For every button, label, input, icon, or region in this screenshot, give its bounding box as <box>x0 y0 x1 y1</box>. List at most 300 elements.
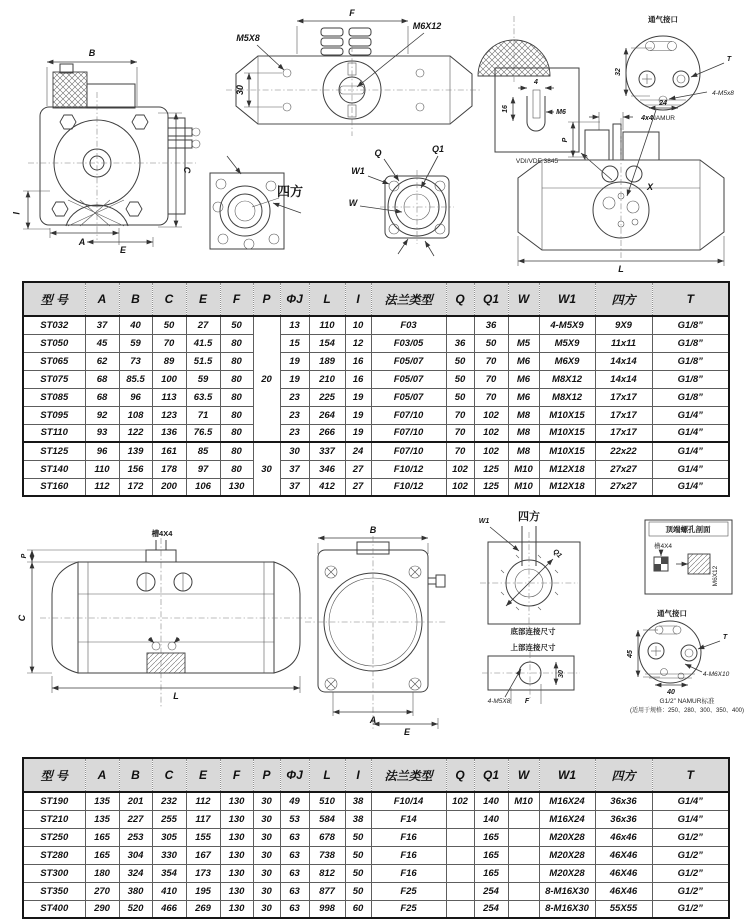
data-cell <box>446 316 474 334</box>
column-header: L <box>309 282 345 316</box>
data-cell: 167 <box>186 846 220 864</box>
namur-caption: NAMUR <box>651 115 675 122</box>
data-cell: 102 <box>474 406 508 424</box>
data-cell: G1/2” <box>652 900 729 918</box>
data-cell: 337 <box>309 442 345 460</box>
data-cell: 102 <box>446 460 474 478</box>
data-cell: 17x17 <box>595 388 652 406</box>
data-cell: 125 <box>474 478 508 496</box>
column-header: P <box>253 282 280 316</box>
data-cell: 23 <box>280 424 309 442</box>
data-cell: 130 <box>220 864 253 882</box>
spec-table-small-models <box>22 281 730 497</box>
data-cell: 80 <box>220 352 253 370</box>
data-cell: 140 <box>474 810 508 828</box>
data-cell: 19 <box>280 370 309 388</box>
table-row <box>23 882 729 900</box>
section-title: 顶端螺孔剖面 <box>665 525 711 534</box>
column-header: A <box>85 282 119 316</box>
column-header: A <box>85 758 119 792</box>
data-cell: 255 <box>152 810 186 828</box>
thread-label-m6x12: M6X12 <box>712 565 719 587</box>
data-cell: 165 <box>474 846 508 864</box>
dim-label-p: P <box>21 553 28 559</box>
data-cell: 96 <box>119 388 152 406</box>
data-cell: 123 <box>152 406 186 424</box>
namur-cluster <box>478 14 734 274</box>
vdi-thread-m6: M6 <box>556 109 566 116</box>
data-cell: 112 <box>85 478 119 496</box>
data-cell: M20X28 <box>539 846 595 864</box>
vdi-dim-4: 4 <box>534 79 538 86</box>
large-side-view <box>17 528 312 707</box>
model-cell: ST125 <box>23 442 85 460</box>
data-cell: 46X46 <box>595 846 652 864</box>
dim-label-c: C <box>17 614 27 622</box>
data-cell: 70 <box>446 442 474 460</box>
table-row <box>23 370 729 388</box>
data-cell: 102 <box>474 424 508 442</box>
model-cell: ST065 <box>23 352 85 370</box>
vdi-standard-caption: VDI/VDE 3845 <box>515 158 559 165</box>
data-cell: F07/10 <box>371 406 446 424</box>
data-cell: G1/8” <box>652 316 729 334</box>
data-cell: M6 <box>508 370 539 388</box>
data-cell: 130 <box>220 810 253 828</box>
column-header: T <box>652 758 729 792</box>
data-cell: 41.5 <box>186 334 220 352</box>
data-cell: F05/07 <box>371 370 446 388</box>
data-cell: 30 <box>253 900 280 918</box>
data-cell: 8-M16X30 <box>539 900 595 918</box>
column-header: C <box>152 758 186 792</box>
data-cell: 62 <box>85 352 119 370</box>
data-cell: G1/4” <box>652 406 729 424</box>
data-cell: 16 <box>345 370 371 388</box>
data-cell: 55X55 <box>595 900 652 918</box>
data-cell: 40 <box>119 316 152 334</box>
data-cell: 70 <box>152 334 186 352</box>
table-row <box>23 442 729 460</box>
dim-label-30: 30 <box>558 670 565 678</box>
data-cell: 50 <box>446 388 474 406</box>
dim-label-e: E <box>403 727 411 737</box>
data-cell <box>508 846 539 864</box>
data-cell: M10 <box>508 460 539 478</box>
dim-label-40: 40 <box>667 689 675 696</box>
column-header: L <box>309 758 345 792</box>
data-cell: 63 <box>280 864 309 882</box>
data-cell: M20X28 <box>539 828 595 846</box>
data-cell: 812 <box>309 864 345 882</box>
dim-label-l: L <box>618 264 624 274</box>
data-cell: M8X12 <box>539 370 595 388</box>
dim-label-w1: W1 <box>478 518 490 525</box>
data-cell: 63 <box>280 900 309 918</box>
data-cell: 70 <box>446 424 474 442</box>
data-cell: 346 <box>309 460 345 478</box>
connection-views <box>479 509 580 705</box>
data-cell: M12X18 <box>539 460 595 478</box>
data-cell: 4-M5X9 <box>539 316 595 334</box>
data-cell: G1/2” <box>652 882 729 900</box>
data-cell: 23 <box>280 388 309 406</box>
data-cell: 63 <box>280 882 309 900</box>
data-cell: F10/12 <box>371 460 446 478</box>
data-cell: 201 <box>119 792 152 810</box>
header-row <box>23 282 729 316</box>
dim-label-b: B <box>369 525 377 535</box>
data-cell: 92 <box>85 406 119 424</box>
column-header: 法兰类型 <box>371 282 446 316</box>
data-cell: 254 <box>474 900 508 918</box>
dim-label-q1: Q1 <box>431 144 445 154</box>
top-connection-caption: 上部连接尺寸 <box>510 643 556 652</box>
bolt-label-4-m6x10: 4-M6X10 <box>702 671 730 678</box>
column-header: W1 <box>539 758 595 792</box>
column-header: P <box>253 758 280 792</box>
data-cell: 30 <box>253 828 280 846</box>
column-header: I <box>345 282 371 316</box>
column-header: Q1 <box>474 758 508 792</box>
column-header: B <box>119 282 152 316</box>
data-cell: F10/12 <box>371 478 446 496</box>
data-cell <box>446 864 474 882</box>
data-cell: 80 <box>220 370 253 388</box>
data-cell: 80 <box>220 424 253 442</box>
data-cell: 50 <box>446 352 474 370</box>
data-cell: 130 <box>220 478 253 496</box>
data-cell: 180 <box>85 864 119 882</box>
data-cell: 38 <box>345 792 371 810</box>
dim-label-a: A <box>369 715 377 725</box>
data-cell: 155 <box>186 828 220 846</box>
data-cell: M10X15 <box>539 406 595 424</box>
data-cell <box>446 828 474 846</box>
data-cell: 584 <box>309 810 345 828</box>
data-cell: 46X46 <box>595 864 652 882</box>
data-cell <box>446 882 474 900</box>
data-cell: 17x17 <box>595 424 652 442</box>
data-cell: G1/4” <box>652 792 729 810</box>
model-cell: ST032 <box>23 316 85 334</box>
column-header: 四方 <box>595 758 652 792</box>
dim-label-30: 30 <box>235 84 245 96</box>
table-row <box>23 900 729 918</box>
data-cell: 73 <box>119 352 152 370</box>
data-cell: 30 <box>253 792 280 810</box>
data-cell: G1/8” <box>652 352 729 370</box>
data-cell: G1/2” <box>652 828 729 846</box>
data-cell: 330 <box>152 846 186 864</box>
data-cell: 85 <box>186 442 220 460</box>
namur-bolts-label: 4-M5x8 <box>712 90 734 97</box>
data-cell: 254 <box>474 882 508 900</box>
data-cell: 22x22 <box>595 442 652 460</box>
column-header: E <box>186 282 220 316</box>
model-cell: ST160 <box>23 478 85 496</box>
large-air-port <box>627 608 744 714</box>
thread-label-m5x8: M5X8 <box>236 33 260 43</box>
data-cell: 165 <box>85 846 119 864</box>
bottom-connection-caption: 底部连接尺寸 <box>510 627 556 636</box>
data-cell: 30 <box>253 882 280 900</box>
column-header: ΦJ <box>280 282 309 316</box>
square-drive-label: 四方 <box>518 511 540 523</box>
spec-table-large-models <box>22 757 730 919</box>
data-cell: M12X18 <box>539 478 595 496</box>
data-cell: G1/8” <box>652 388 729 406</box>
data-cell: 97 <box>186 460 220 478</box>
data-cell <box>508 864 539 882</box>
dim-label-e: E <box>119 245 127 255</box>
data-cell: 70 <box>474 388 508 406</box>
data-cell: 12 <box>345 334 371 352</box>
data-cell: 19 <box>345 388 371 406</box>
data-cell: 135 <box>85 810 119 828</box>
data-cell: M16X24 <box>539 810 595 828</box>
data-cell: 998 <box>309 900 345 918</box>
data-cell: M8 <box>508 442 539 460</box>
data-cell: 102 <box>474 442 508 460</box>
data-cell: 354 <box>152 864 186 882</box>
data-cell: 678 <box>309 828 345 846</box>
data-cell: 380 <box>119 882 152 900</box>
column-header: 型 号 <box>23 758 85 792</box>
data-cell: 37 <box>280 460 309 478</box>
square-drive-plate-view <box>210 156 303 249</box>
top-screw-hole-section <box>645 520 732 594</box>
keyway-label-4x4: 4x4 <box>641 115 653 122</box>
data-cell: 130 <box>220 846 253 864</box>
data-cell: 36 <box>474 316 508 334</box>
data-cell: 50 <box>345 864 371 882</box>
data-cell: 30 <box>253 810 280 828</box>
middle-drawings <box>0 502 750 752</box>
data-cell: 113 <box>152 388 186 406</box>
model-cell: ST250 <box>23 828 85 846</box>
data-cell: F16 <box>371 864 446 882</box>
data-cell: G1/8” <box>652 370 729 388</box>
data-cell: 173 <box>186 864 220 882</box>
table-row <box>23 388 729 406</box>
column-header: 法兰类型 <box>371 758 446 792</box>
model-cell: ST280 <box>23 846 85 864</box>
large-front-view <box>305 525 446 737</box>
table2-body <box>23 792 729 918</box>
data-cell: F16 <box>371 846 446 864</box>
data-cell: 46x46 <box>595 828 652 846</box>
data-cell: 15 <box>280 334 309 352</box>
air-port-title: 通气接口 <box>648 15 678 24</box>
column-header: 四方 <box>595 282 652 316</box>
data-cell: M6X9 <box>539 352 595 370</box>
model-cell: ST300 <box>23 864 85 882</box>
data-cell: G1/4” <box>652 460 729 478</box>
dim-label-i: I <box>11 211 21 215</box>
table-row <box>23 478 729 496</box>
data-cell: 50 <box>152 316 186 334</box>
data-cell: 130 <box>220 792 253 810</box>
data-cell: 102 <box>446 792 474 810</box>
data-cell: 85.5 <box>119 370 152 388</box>
table-row <box>23 352 729 370</box>
data-cell <box>508 882 539 900</box>
shaft-flange-view <box>349 144 454 256</box>
data-cell: 30 <box>253 442 280 496</box>
data-cell: 50 <box>220 316 253 334</box>
data-cell: 117 <box>186 810 220 828</box>
data-cell: 68 <box>85 370 119 388</box>
data-cell: 71 <box>186 406 220 424</box>
data-cell: 23 <box>280 406 309 424</box>
data-cell: 112 <box>186 792 220 810</box>
model-cell: ST050 <box>23 334 85 352</box>
data-cell: 59 <box>186 370 220 388</box>
data-cell: 412 <box>309 478 345 496</box>
data-cell: 19 <box>345 406 371 424</box>
data-cell: 11x11 <box>595 334 652 352</box>
data-cell <box>508 828 539 846</box>
column-header: 型 号 <box>23 282 85 316</box>
data-cell: 50 <box>446 370 474 388</box>
data-cell: 27x27 <box>595 478 652 496</box>
data-cell: M6 <box>508 388 539 406</box>
data-cell: G1/4” <box>652 442 729 460</box>
data-cell: 8-M16X30 <box>539 882 595 900</box>
data-cell: F07/10 <box>371 442 446 460</box>
data-cell: 19 <box>280 352 309 370</box>
data-cell: 27 <box>345 460 371 478</box>
data-cell: 80 <box>220 406 253 424</box>
column-header: Q1 <box>474 282 508 316</box>
data-cell: 36x36 <box>595 792 652 810</box>
column-header: W1 <box>539 282 595 316</box>
namur-note-line2: (适用于规格：250、280、300、350、400) <box>629 708 745 714</box>
data-cell: 165 <box>474 864 508 882</box>
data-cell: 156 <box>119 460 152 478</box>
data-cell: M8 <box>508 424 539 442</box>
data-cell: 36 <box>446 334 474 352</box>
table-row <box>23 846 729 864</box>
column-header: W <box>508 758 539 792</box>
data-cell: 93 <box>85 424 119 442</box>
column-header: ΦJ <box>280 758 309 792</box>
data-cell: 270 <box>85 882 119 900</box>
column-header: T <box>652 282 729 316</box>
model-cell: ST400 <box>23 900 85 918</box>
data-cell: 89 <box>152 352 186 370</box>
table-row <box>23 828 729 846</box>
dim-label-c: C <box>182 166 192 174</box>
keyway-label: 槽4X4 <box>151 529 173 538</box>
data-cell: 53 <box>280 810 309 828</box>
data-cell: 76.5 <box>186 424 220 442</box>
data-cell: M10X15 <box>539 424 595 442</box>
column-header: C <box>152 282 186 316</box>
data-cell: M6 <box>508 352 539 370</box>
data-cell: 46X46 <box>595 882 652 900</box>
model-cell: ST075 <box>23 370 85 388</box>
data-cell <box>446 900 474 918</box>
data-cell: M16X24 <box>539 792 595 810</box>
data-cell: 110 <box>85 460 119 478</box>
data-cell: 80 <box>220 442 253 460</box>
data-cell: M10 <box>508 478 539 496</box>
data-cell: G1/4” <box>652 478 729 496</box>
data-cell: 10 <box>345 316 371 334</box>
dim-label-f: F <box>349 8 355 18</box>
column-header: F <box>220 282 253 316</box>
data-cell: 59 <box>119 334 152 352</box>
data-cell: 102 <box>446 478 474 496</box>
data-cell: F07/10 <box>371 424 446 442</box>
data-cell: 70 <box>446 406 474 424</box>
header-row <box>23 758 729 792</box>
dim-label-f: F <box>524 698 530 705</box>
data-cell: M5X9 <box>539 334 595 352</box>
air-port-title: 通气接口 <box>657 609 687 618</box>
keyway-label: 槽4X4 <box>653 543 673 550</box>
data-cell: 290 <box>85 900 119 918</box>
dim-label-w: W <box>348 198 358 208</box>
data-cell: G1/2” <box>652 864 729 882</box>
data-cell: 410 <box>152 882 186 900</box>
data-cell: 125 <box>474 460 508 478</box>
table-row <box>23 316 729 334</box>
port-label-x: X <box>646 182 654 192</box>
data-cell: 738 <box>309 846 345 864</box>
dim-label-w1: W1 <box>351 166 365 176</box>
data-cell: 130 <box>220 882 253 900</box>
data-cell: 161 <box>152 442 186 460</box>
column-header: B <box>119 758 152 792</box>
data-cell: 200 <box>152 478 186 496</box>
data-cell: 165 <box>474 828 508 846</box>
model-cell: ST190 <box>23 792 85 810</box>
data-cell: 51.5 <box>186 352 220 370</box>
data-cell: 19 <box>345 424 371 442</box>
data-cell: 100 <box>152 370 186 388</box>
data-cell <box>508 810 539 828</box>
data-cell: 80 <box>220 334 253 352</box>
actuator-top-view <box>226 8 482 136</box>
data-cell: 30 <box>280 442 309 460</box>
data-cell: 178 <box>152 460 186 478</box>
table-row <box>23 460 729 478</box>
data-cell: 30 <box>253 846 280 864</box>
data-cell: 70 <box>474 370 508 388</box>
data-cell: 122 <box>119 424 152 442</box>
data-cell: 80 <box>220 460 253 478</box>
data-cell: F03 <box>371 316 446 334</box>
data-cell: 110 <box>309 316 345 334</box>
top-drawings <box>0 0 750 275</box>
data-cell: 520 <box>119 900 152 918</box>
column-header: E <box>186 758 220 792</box>
thread-label-m6x12: M6X12 <box>412 21 442 31</box>
data-cell: G1/2” <box>652 846 729 864</box>
data-cell <box>446 810 474 828</box>
model-cell: ST140 <box>23 460 85 478</box>
data-cell: 60 <box>345 900 371 918</box>
port-label-t: T <box>726 56 732 63</box>
data-cell: 63.5 <box>186 388 220 406</box>
data-cell: M8X12 <box>539 388 595 406</box>
data-cell: 165 <box>85 828 119 846</box>
data-cell: F05/07 <box>371 352 446 370</box>
data-cell: 27 <box>345 478 371 496</box>
